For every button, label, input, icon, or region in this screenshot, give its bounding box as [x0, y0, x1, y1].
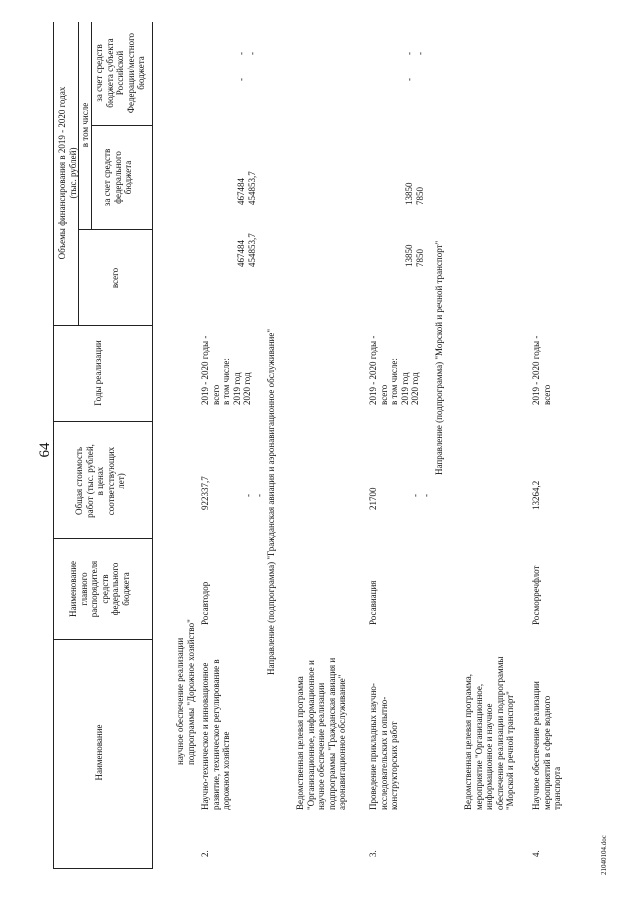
including-bottom-border: [91, 22, 92, 230]
row-2-regional: - -: [236, 52, 257, 55]
row-2-federal: 467484 454853,7: [236, 171, 257, 205]
row-4-name: Научное обеспечение реализации мероприятий в сфере водного транспорта: [531, 681, 562, 810]
column-divider-regional: [91, 125, 153, 126]
row-2-cost-breakdown: - -: [243, 494, 264, 497]
intro-text: научное обеспечение реализации подпрограммы "Дорожное хозяйство": [175, 619, 196, 765]
row-2-years: 2019 - 2020 годы - всего в том числе: 2019 год 2020 год: [200, 335, 252, 405]
table-border-top: [53, 22, 54, 869]
header-total: всего: [110, 267, 120, 289]
row-2-name: Научно-техническое и инновационное развитие, техническое регулирование в дорожном хозяйстве: [200, 659, 231, 810]
row-3-federal: 13850 7850: [404, 182, 425, 205]
page-number: 64: [37, 442, 53, 458]
header-total-cost: Общая стоимость работ (тыс. рублей, в ценах соответствующих лет): [74, 444, 126, 518]
section-sea-river-transport: Направление (подпрограмма) "Морской и речной транспорт": [434, 240, 444, 475]
table-header-bottom-border: [152, 22, 153, 869]
header-funding-title: Объемы финансирования в 2019 - 2020 годах (тыс. рублей): [57, 86, 78, 260]
header-regional: за счет средств бюджета субъекта Российской Федерации/местного бюджета: [94, 32, 146, 114]
column-divider-years: [53, 421, 153, 422]
row-4-cost: 13264,2: [531, 480, 541, 510]
header-administrator: Наименование главного распорядителя средств федерального бюджета: [68, 560, 131, 618]
row-2-regional-total: -: [236, 78, 246, 81]
row-2-number: 2.: [200, 850, 210, 857]
row-4-administrator: Росморречфлот: [531, 565, 541, 625]
row-4-years: 2019 - 2020 годы - всего: [531, 335, 552, 405]
row-3-administrator: Росавиация: [368, 580, 378, 625]
column-divider-funding: [53, 325, 153, 326]
column-divider-administrator: [53, 639, 153, 640]
row-3-cost-breakdown: - -: [410, 494, 431, 497]
header-including: в том числе: [80, 102, 90, 148]
column-divider-including: [78, 229, 153, 230]
row-4-number: 4.: [531, 850, 541, 857]
row-2-total: 467484 454853,7: [236, 233, 257, 267]
header-federal: за счет средств федерального бюджета: [102, 148, 133, 207]
row-3-years: 2019 - 2020 годы - всего в том числе: 2019 год 2020 год: [368, 335, 420, 405]
row-3-total: 13850 7850: [404, 244, 425, 267]
row-3-regional: - -: [404, 52, 425, 55]
row-3-cost: 21700: [368, 487, 378, 510]
funding-title-bottom-border: [78, 22, 79, 326]
table-border-left: [53, 868, 153, 869]
row-3-number: 3.: [368, 850, 378, 857]
program-civil-aviation: Ведомственная целевая программа "Организационное, информационное и научное обеспечение реализации подпрограммы "Гражданская авиация и аэронавигационное обслуживание": [295, 657, 347, 810]
header-years: Годы реализации: [93, 340, 103, 406]
program-sea-river-transport: Ведомственная целевая программа, мероприятие "Организационное, информационное и научное обеспечение реализации подпрограммы "Морской и речной транспорт": [463, 656, 515, 810]
column-divider-cost: [53, 538, 153, 539]
row-2-cost: 922337,7: [200, 476, 210, 510]
row-3-name: Проведение прикладных научно- исследовательских и опытно- конструкторских работ: [368, 683, 399, 810]
header-name: Наименование: [94, 724, 104, 781]
section-civil-aviation: Направление (подпрограмма) "Гражданская авиация и аэронавигационное обслуживание": [266, 328, 276, 675]
row-3-regional-total: -: [404, 78, 414, 81]
row-2-administrator: Росавтодор: [200, 581, 210, 625]
footer-file-code: 21040104.doc: [600, 835, 608, 875]
